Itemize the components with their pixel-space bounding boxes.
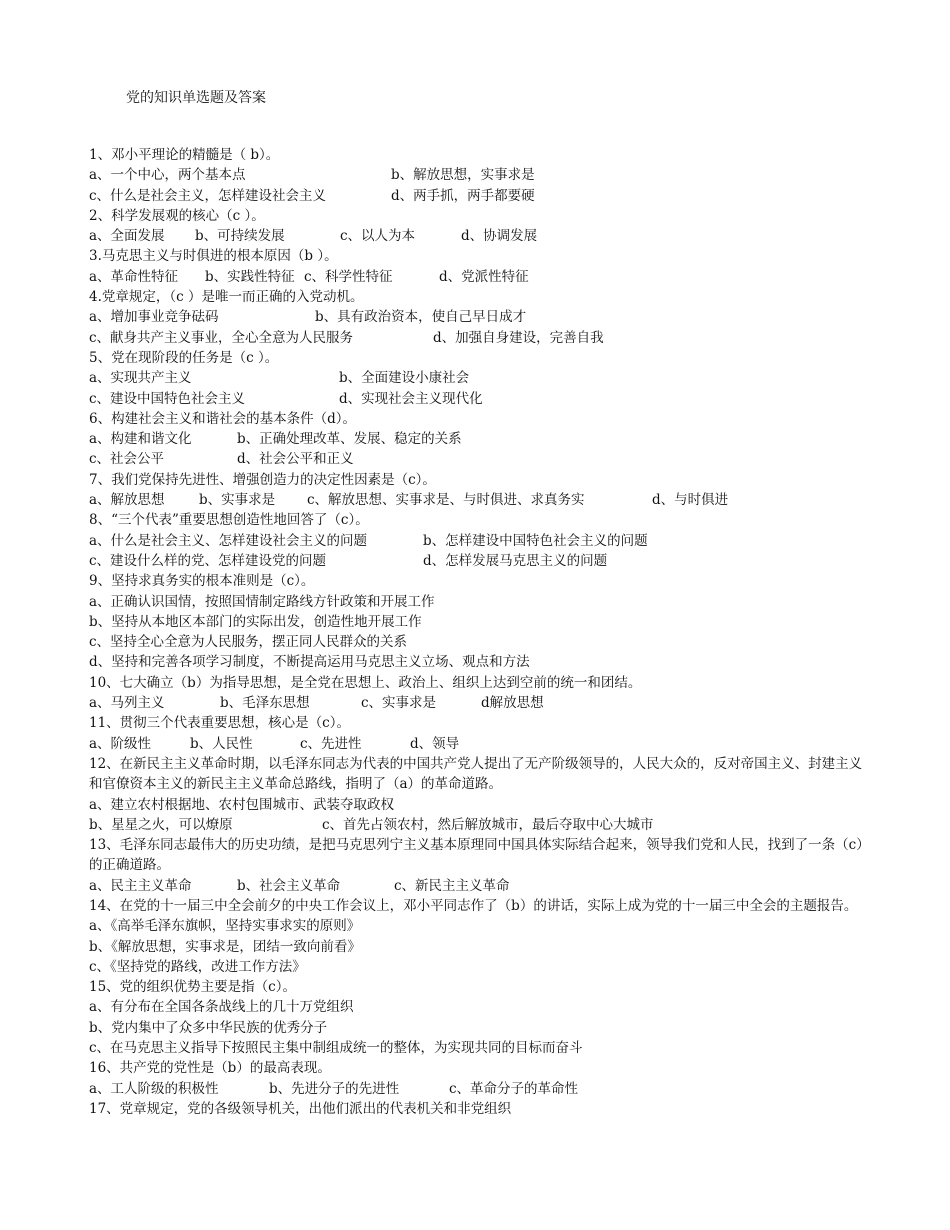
option-line: c、在马克思主义指导下按照民主集中制组成统一的整体，为实现共同的目标而奋斗 bbox=[89, 1040, 583, 1057]
option-text: a、什么是社会主义、怎样建设社会主义的问题 bbox=[89, 532, 368, 549]
question-text: 13、毛泽东同志最伟大的历史功绩，是把马克思列宁主义基本原理同中国具体实际结合起来，领导我们党和人民，找到了一条（c）的正确道路。 bbox=[89, 837, 870, 874]
option-line bbox=[89, 267, 874, 287]
option-text: d解放思想 bbox=[481, 695, 544, 712]
option-text: c、建设中国特色社会主义 bbox=[89, 390, 246, 407]
option-line bbox=[89, 389, 874, 409]
question-text: 16、共产党的党性是（b）的最高表现。 bbox=[89, 1060, 331, 1077]
question-text: 17、党章规定，党的各级领导机关，出他们派出的代表机关和非党组织 bbox=[89, 1100, 512, 1117]
option-line bbox=[89, 815, 874, 835]
option-text: b、怎样建设中国特色社会主义的问题 bbox=[423, 532, 648, 549]
option-text: c、解放思想、实事求是、与时俱进、求真务实 bbox=[307, 492, 585, 509]
option-text: c、首先占领农村，然后解放城市，最后夺取中心大城市 bbox=[322, 816, 654, 833]
option-line bbox=[89, 328, 874, 348]
option-text: b、社会主义革命 bbox=[237, 877, 341, 894]
option-line: b、党内集中了众多中华民族的优秀分子 bbox=[89, 1019, 328, 1036]
option-text: a、全面发展 bbox=[89, 228, 165, 245]
question-text: 5、党在现阶段的任务是（c ）。 bbox=[89, 349, 279, 366]
option-text: c、建设什么样的党、怎样建设党的问题 bbox=[89, 552, 327, 569]
option-text: d、与时俱进 bbox=[652, 492, 729, 509]
option-line bbox=[89, 186, 874, 206]
option-text: b、毛泽东思想 bbox=[220, 695, 310, 712]
option-line bbox=[89, 226, 874, 246]
option-line bbox=[89, 429, 874, 449]
option-line: a、建立农村根据地、农村包围城市、武装夺取政权 bbox=[89, 796, 395, 813]
option-text: c、以人为本 bbox=[340, 228, 416, 245]
option-line bbox=[89, 368, 874, 388]
question-text: 8、“三个代表”重要思想创造性地回答了（c）。 bbox=[89, 512, 369, 529]
option-text: b、可持续发展 bbox=[195, 228, 285, 245]
question-text: 14、在党的十一届三中全会前夕的中央工作会议上，邓小平同志作了（b）的讲话，实际上成为党的十一届三中全会的主题报告。 bbox=[89, 897, 858, 914]
option-text: a、实现共产主义 bbox=[89, 370, 192, 387]
option-text: a、民主主义革命 bbox=[89, 877, 192, 894]
question-text: 2、科学发展观的核心（c ）。 bbox=[89, 207, 265, 224]
option-text: b、解放思想，实事求是 bbox=[391, 167, 535, 184]
option-text: a、一个中心，两个基本点 bbox=[89, 167, 246, 184]
document-title: 党的知识单选题及答案 bbox=[126, 90, 266, 106]
option-line: a、有分布在全国各条战线上的几十万党组织 bbox=[89, 999, 354, 1016]
option-text: c、什么是社会主义，怎样建设社会主义 bbox=[89, 187, 327, 204]
option-text: b、实践性特征 bbox=[205, 268, 295, 285]
option-text: c、社会公平 bbox=[89, 451, 165, 468]
option-line: c、坚持全心全意为人民服务，摆正同人民群众的关系 bbox=[89, 634, 408, 651]
question-text: 9、坚持求真务实的根本准则是（c）。 bbox=[89, 573, 315, 590]
option-line bbox=[89, 551, 874, 571]
option-text: b、人民性 bbox=[190, 735, 253, 752]
question-text: 15、党的组织优势主要是指（c）。 bbox=[89, 979, 296, 996]
question-text: 6、构建社会主义和谐社会的基本条件（d）。 bbox=[89, 410, 356, 427]
option-line: b、坚持从本地区本部门的实际出发，创造性地开展工作 bbox=[89, 613, 422, 630]
option-text: d、加强自身建设，完善自我 bbox=[433, 329, 604, 346]
option-line: d、坚持和完善各项学习制度，不断提高运用马克思主义立场、观点和方法 bbox=[89, 654, 530, 671]
option-line bbox=[89, 531, 874, 551]
option-line bbox=[89, 876, 874, 896]
option-line bbox=[89, 165, 874, 185]
option-text: c、实事求是 bbox=[361, 695, 437, 712]
option-text: c、新民主主义革命 bbox=[394, 877, 510, 894]
question-text: 3.马克思主义与时俱进的根本原因（b ）。 bbox=[89, 248, 338, 265]
option-line bbox=[89, 307, 874, 327]
question-text: 7、我们党保持先进性、增强创造力的决定性因素是（c）。 bbox=[89, 471, 436, 488]
question-list bbox=[89, 145, 874, 1119]
option-text: b、实事求是 bbox=[199, 492, 276, 509]
question-text: 10、七大确立（b）为指导思想，是全党在思想上、政治上、组织上达到空前的统一和团结。 bbox=[89, 674, 642, 691]
option-text: b、星星之火，可以燎原 bbox=[89, 816, 233, 833]
option-line bbox=[89, 449, 874, 469]
option-text: a、增加事业竞争砝码 bbox=[89, 309, 219, 326]
option-text: a、革命性特征 bbox=[89, 268, 179, 285]
option-text: a、马列主义 bbox=[89, 695, 165, 712]
option-text: d、两手抓，两手都要硬 bbox=[391, 187, 535, 204]
option-text: d、党派性特征 bbox=[439, 268, 529, 285]
option-text: a、阶级性 bbox=[89, 735, 152, 752]
option-line bbox=[89, 693, 874, 713]
option-text: b、先进分子的先进性 bbox=[269, 1080, 400, 1097]
option-line bbox=[89, 490, 874, 510]
option-text: a、解放思想 bbox=[89, 492, 165, 509]
option-line: a、正确认识国情，按照国情制定路线方针政策和开展工作 bbox=[89, 593, 435, 610]
option-text: c、献身共产主义事业，全心全意为人民服务 bbox=[89, 329, 354, 346]
question-text: 4.党章规定，（c ）是唯一而正确的入党动机。 bbox=[89, 289, 364, 306]
option-line: c、《坚持党的路线，改进工作方法》 bbox=[89, 958, 306, 975]
option-text: b、全面建设小康社会 bbox=[339, 370, 470, 387]
option-text: c、革命分子的革命性 bbox=[449, 1080, 579, 1097]
option-text: a、工人阶级的积极性 bbox=[89, 1080, 219, 1097]
option-line bbox=[89, 734, 874, 754]
option-text: d、协调发展 bbox=[461, 228, 538, 245]
question-text: 11、贯彻三个代表重要思想，核心是（c）。 bbox=[89, 715, 350, 732]
option-line: b、《解放思想，实事求是，团结一致向前看》 bbox=[89, 938, 361, 955]
option-line: a、《高举毛泽东旗帜，坚持实事求实的原则》 bbox=[89, 918, 361, 935]
option-text: d、实现社会主义现代化 bbox=[339, 390, 483, 407]
option-text: b、具有政治资本，使自己早日成才 bbox=[315, 309, 527, 326]
option-text: d、领导 bbox=[410, 735, 460, 752]
question-text: 12、在新民主主义革命时期，以毛泽东同志为代表的中国共产党人提出了无产阶级领导的，人民大众的，反对帝国主义、封建主义和官僚资本主义的新民主主义革命总路线，指明了（a）的革命道路。 bbox=[89, 755, 863, 793]
option-line bbox=[89, 1079, 874, 1099]
question-text: 1、邓小平理论的精髓是（ b）。 bbox=[89, 147, 280, 163]
option-text: d、怎样发展马克思主义的问题 bbox=[423, 552, 608, 569]
option-text: b、正确处理改革、发展、稳定的关系 bbox=[237, 431, 462, 448]
option-text: c、科学性特征 bbox=[304, 268, 393, 285]
option-text: a、构建和谐文化 bbox=[89, 431, 192, 448]
option-text: c、先进性 bbox=[300, 735, 362, 752]
option-text: d、社会公平和正义 bbox=[237, 451, 354, 468]
